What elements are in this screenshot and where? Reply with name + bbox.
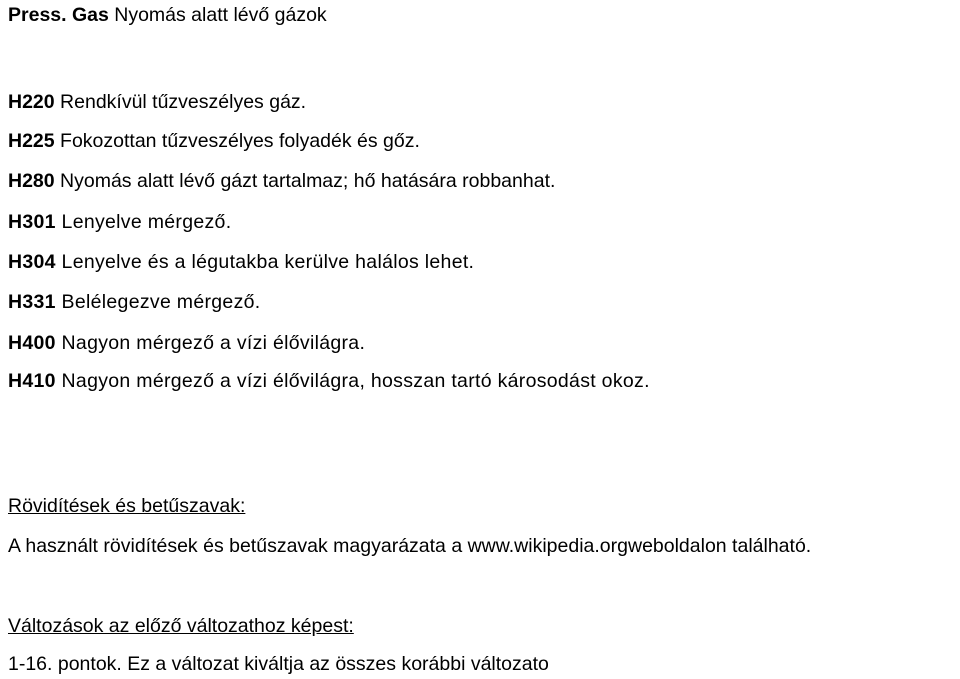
hazard-code: H331 <box>8 291 56 313</box>
hazard-text: Nagyon mérgező a vízi élővilágra. <box>55 332 366 354</box>
hazard-code: H280 <box>8 170 55 192</box>
hazard-statement-h280 <box>8 169 555 193</box>
hazard-code: H410 <box>8 370 56 392</box>
hazard-statement-h410 <box>8 369 650 393</box>
hazard-text: Belélegezve mérgező. <box>55 291 261 313</box>
hazard-statement-h400 <box>8 331 365 355</box>
hazard-code: H220 <box>8 91 55 113</box>
hazard-code: H400 <box>8 332 56 354</box>
hazard-text: Nagyon mérgező a vízi élővilágra, hosszan tartó károsodást okoz. <box>55 370 650 392</box>
hazard-statement-h331 <box>8 290 261 314</box>
hazard-text: Nyomás alatt lévő gázt tartalmaz; hő hatására robbanhat. <box>54 170 556 192</box>
hazard-text: Lenyelve mérgező. <box>55 211 232 233</box>
header-code: Press. Gas <box>8 4 109 26</box>
hazard-code: H301 <box>8 211 56 233</box>
hazard-text: Lenyelve és a légutakba kerülve halálos lehet. <box>55 251 475 273</box>
hazard-statement-h301 <box>8 210 231 234</box>
changes-text: 1-16. pontok. Ez a változat kiváltja az összes korábbi változato <box>8 653 549 675</box>
hazard-text: Fokozottan tűzveszélyes folyadék és gőz. <box>54 130 420 152</box>
hazard-statement-h225 <box>8 129 420 153</box>
header-text: Nyomás alatt lévő gázok <box>108 4 327 26</box>
changes-heading: Változások az előző változathoz képest: <box>8 615 354 637</box>
abbreviations-text: A használt rövidítések és betűszavak magyarázata a www.wikipedia.orgweboldalon található. <box>8 535 812 557</box>
hazard-text: Rendkívül tűzveszélyes gáz. <box>54 91 307 113</box>
hazard-statement-h220 <box>8 90 306 114</box>
hazard-code: H304 <box>8 251 56 273</box>
hazard-statement-h304 <box>8 250 474 274</box>
abbreviations-heading: Rövidítések és betűszavak: <box>8 495 246 517</box>
hazard-code: H225 <box>8 130 55 152</box>
header-line <box>8 3 327 27</box>
